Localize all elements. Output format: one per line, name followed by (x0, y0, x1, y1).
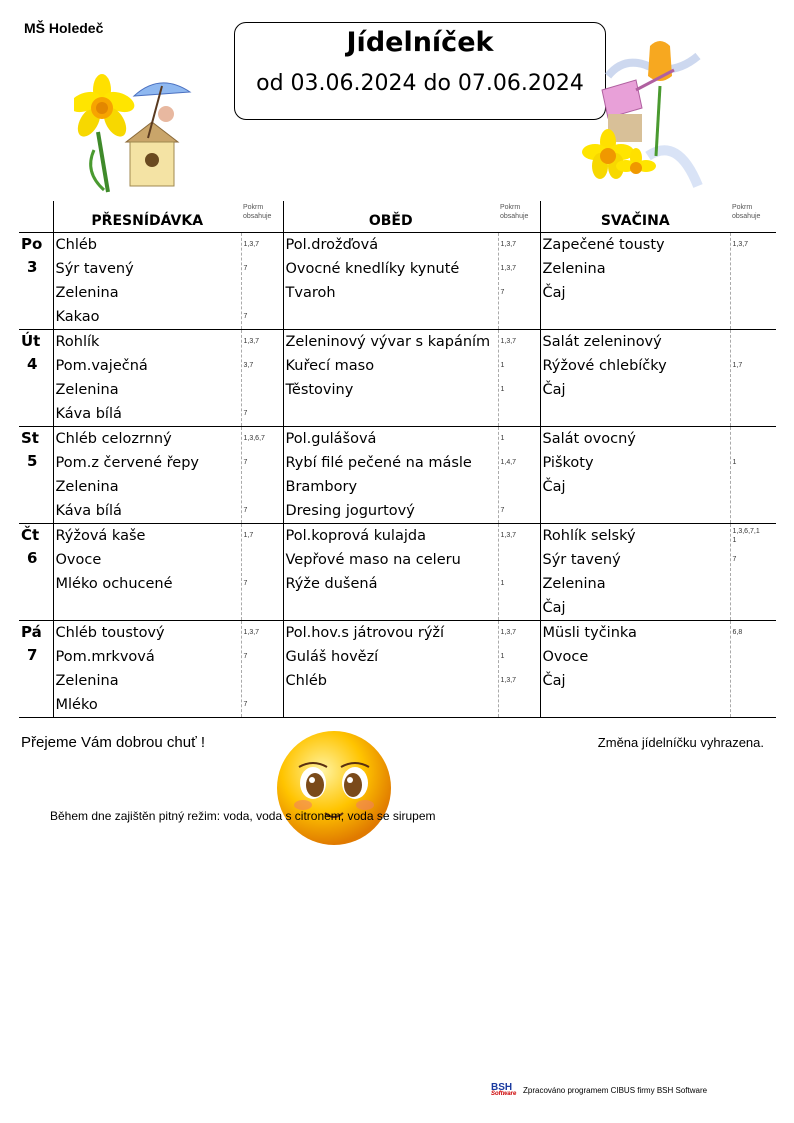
snack-allergens-cell (730, 621, 776, 718)
allergen-codes: 1 (500, 653, 505, 660)
allergen-codes: 1,3,7 (500, 265, 517, 272)
menu-item: Těstoviny (285, 382, 354, 398)
menu-item: Čaj (542, 285, 566, 301)
menu-item: Pom.z červené řepy (55, 455, 199, 471)
allergen-codes: 1,3,7 (243, 629, 260, 636)
lunch-allergens-cell (498, 233, 540, 330)
menu-item: Piškoty (542, 455, 594, 471)
menu-item: Ovoce (542, 649, 589, 665)
smiley-face-icon (273, 727, 395, 849)
allergen-codes (731, 427, 777, 451)
menu-table (19, 201, 776, 718)
menu-item: Zelenina (55, 479, 119, 495)
allergen-codes (731, 669, 777, 693)
menu-item (54, 596, 241, 620)
allergen-codes: 1,4,7 (500, 459, 517, 466)
allergen-label: obsahuje (732, 213, 761, 220)
snack-allergens-cell (730, 524, 776, 621)
menu-item (541, 499, 730, 523)
title-box (234, 22, 606, 120)
allergen-codes: 7 (243, 507, 248, 514)
menu-item: Sýr tavený (55, 261, 134, 277)
lunch-items-cell (283, 621, 498, 718)
day-cell (19, 621, 53, 718)
breakfast-items-cell (53, 524, 241, 621)
menu-item: Pol.hov.s játrovou rýží (285, 625, 445, 641)
day-number: 5 (27, 452, 38, 470)
menu-item: Zelenina (542, 261, 606, 277)
allergen-codes: 7 (243, 459, 248, 466)
day-row (19, 524, 776, 621)
allergen-label: obsahuje (500, 213, 529, 220)
menu-item (284, 596, 498, 620)
day-number: 3 (27, 258, 38, 276)
day-number: 4 (27, 355, 38, 373)
menu-item: Kakao (55, 309, 100, 325)
menu-item: Rohlík selský (542, 528, 636, 544)
menu-item: Rýže dušená (285, 576, 378, 592)
breakfast-items-cell (53, 330, 241, 427)
lunch-items-cell (283, 524, 498, 621)
header-allergens-breakfast (241, 201, 283, 233)
menu-item: Čaj (542, 673, 566, 689)
menu-item: Chléb celozrnný (55, 431, 172, 447)
allergen-label: Pokrm (732, 204, 753, 211)
breakfast-allergens-cell (241, 233, 283, 330)
menu-item: Salát ovocný (542, 431, 636, 447)
lunch-items-cell (283, 233, 498, 330)
menu-item: Sýr tavený (542, 552, 621, 568)
allergen-codes (731, 330, 777, 354)
menu-item: Rohlík (55, 334, 100, 350)
allergen-codes (242, 596, 283, 620)
allergen-codes: 1,3,7 (500, 677, 517, 684)
allergen-codes (731, 281, 777, 305)
change-note: Změna jídelníčku vyhrazena. (597, 735, 764, 750)
day-name: Po (21, 235, 43, 253)
menu-item: Pol.gulášová (285, 431, 377, 447)
table-header (19, 201, 776, 233)
allergen-codes: 1 (500, 580, 505, 587)
daffodil-birdhouse-umbrella-icon (74, 72, 198, 194)
menu-item: Brambory (285, 479, 358, 495)
allergen-codes: 7 (243, 580, 248, 587)
day-row (19, 233, 776, 330)
allergen-codes (731, 378, 777, 402)
allergen-codes: 1,7 (243, 532, 254, 539)
lunch-allergens-cell (498, 524, 540, 621)
snack-items-cell (540, 330, 730, 427)
lunch-allergens-cell (498, 330, 540, 427)
snack-items-cell (540, 524, 730, 621)
allergen-codes (242, 378, 283, 402)
allergen-codes (731, 596, 777, 620)
allergen-codes: 7 (500, 507, 505, 514)
page-title: Jídelníček (346, 27, 494, 58)
header-snack: SVAČINA (540, 201, 730, 233)
menu-item (541, 402, 730, 426)
day-cell (19, 427, 53, 524)
wish-text: Přejeme Vám dobrou chuť ! (21, 734, 206, 751)
menu-item: Chléb (285, 673, 327, 689)
day-name: Út (21, 332, 41, 350)
allergen-codes: 7 (243, 410, 248, 417)
allergen-label: Pokrm (243, 204, 264, 211)
allergen-codes: 1 (500, 386, 505, 393)
school-name: MŠ Holedeč (24, 20, 104, 36)
breakfast-items-cell (53, 427, 241, 524)
allergen-codes (242, 475, 283, 499)
snack-items-cell (540, 621, 730, 718)
watering-can-flowers-icon (578, 36, 722, 196)
allergen-codes (499, 693, 540, 717)
allergen-codes: 6,8 (732, 629, 743, 636)
snack-items-cell (540, 233, 730, 330)
allergen-codes (242, 281, 283, 305)
allergen-codes: 1,3,7 (500, 532, 517, 539)
menu-item: Tvaroh (285, 285, 336, 301)
allergen-codes (731, 572, 777, 596)
allergen-codes: 1,3,7 (500, 241, 517, 248)
allergen-codes (731, 645, 777, 669)
menu-item (541, 693, 730, 717)
snack-items-cell (540, 427, 730, 524)
header-allergens-lunch (498, 201, 540, 233)
menu-item: Ovocné knedlíky kynuté (285, 261, 460, 277)
allergen-codes: 7 (243, 653, 248, 660)
menu-item: Kuřecí maso (285, 358, 375, 374)
day-cell (19, 524, 53, 621)
allergen-codes (499, 305, 540, 329)
allergen-codes (242, 548, 283, 572)
allergen-codes: 1,3,7 (500, 338, 517, 345)
day-row (19, 427, 776, 524)
menu-item: Rybí filé pečené na másle (285, 455, 472, 471)
allergen-codes: 1 (500, 362, 505, 369)
day-name: Pá (21, 623, 42, 641)
bsh-logo (491, 1082, 516, 1097)
menu-item: Káva bílá (55, 503, 122, 519)
allergen-label: obsahuje (243, 213, 272, 220)
allergen-codes (731, 499, 777, 523)
allergen-codes (499, 475, 540, 499)
allergen-codes: 1,3,7 (500, 629, 517, 636)
menu-item: Zeleninový vývar s kapáním (285, 334, 491, 350)
breakfast-allergens-cell (241, 524, 283, 621)
day-row (19, 621, 776, 718)
lunch-items-cell (283, 330, 498, 427)
day-cell (19, 233, 53, 330)
menu-item: Müsli tyčinka (542, 625, 637, 641)
menu-item: Zelenina (55, 285, 119, 301)
allergen-codes: 7 (732, 556, 737, 563)
menu-item: Mléko ochucené (55, 576, 173, 592)
menu-item: Pol.koprová kulajda (285, 528, 426, 544)
menu-item: Dresing jogurtový (285, 503, 415, 519)
menu-item: Káva bílá (55, 406, 122, 422)
allergen-codes: 1,3,7 (732, 241, 749, 248)
allergen-codes: 1 (500, 435, 505, 442)
breakfast-items-cell (53, 233, 241, 330)
day-name: St (21, 429, 39, 447)
menu-item: Zelenina (55, 382, 119, 398)
allergen-codes: 1 (732, 459, 737, 466)
menu-item (284, 305, 498, 329)
menu-item (284, 402, 498, 426)
allergen-codes: 1,3,7 (243, 338, 260, 345)
allergen-codes: 7 (243, 265, 248, 272)
day-row (19, 330, 776, 427)
breakfast-items-cell (53, 621, 241, 718)
day-cell (19, 330, 53, 427)
allergen-codes (731, 693, 777, 717)
allergen-codes: 1,7 (732, 362, 743, 369)
header-allergens-snack (730, 201, 776, 233)
lunch-allergens-cell (498, 621, 540, 718)
menu-item: Mléko (55, 697, 98, 713)
menu-item: Zelenina (55, 673, 119, 689)
allergen-codes: 7 (243, 313, 248, 320)
allergen-codes (731, 402, 777, 426)
menu-item (284, 693, 498, 717)
footer-credit: Zpracováno programem CIBUS firmy BSH Software (523, 1086, 708, 1095)
day-number: 7 (27, 646, 38, 664)
menu-item: Pol.drožďová (285, 237, 379, 253)
menu-item: Zelenina (542, 576, 606, 592)
menu-item: Čaj (542, 600, 566, 616)
menu-item: Guláš hovězí (285, 649, 379, 665)
menu-item: Ovoce (55, 552, 102, 568)
menu-item: Rýžové chlebíčky (542, 358, 667, 374)
menu-item: Čaj (542, 479, 566, 495)
bsh-logo-subtext: Software (491, 1091, 517, 1097)
allergen-codes: 7 (243, 701, 248, 708)
snack-allergens-cell (730, 233, 776, 330)
menu-item: Zapečené tousty (542, 237, 665, 253)
breakfast-allergens-cell (241, 330, 283, 427)
allergen-codes (499, 402, 540, 426)
menu-item: Vepřové maso na celeru (285, 552, 461, 568)
allergen-codes: 1,3,6,7,1 1 (732, 528, 760, 544)
drinking-regime-note: Během dne zajištěn pitný režim: voda, voda s citronem, voda se sirupem (50, 809, 436, 823)
header-lunch: OBĚD (283, 201, 498, 233)
breakfast-allergens-cell (241, 621, 283, 718)
menu-item: Pom.vaječná (55, 358, 148, 374)
allergen-codes (731, 305, 777, 329)
allergen-codes (731, 257, 777, 281)
allergen-codes: 7 (500, 289, 505, 296)
breakfast-allergens-cell (241, 427, 283, 524)
lunch-allergens-cell (498, 427, 540, 524)
snack-allergens-cell (730, 330, 776, 427)
header-day-column (19, 201, 53, 233)
allergen-codes: 1,3,7 (243, 241, 260, 248)
allergen-label: Pokrm (500, 204, 521, 211)
allergen-codes: 3,7 (243, 362, 254, 369)
lunch-items-cell (283, 427, 498, 524)
menu-item: Rýžová kaše (55, 528, 146, 544)
snack-allergens-cell (730, 427, 776, 524)
menu-item: Salát zeleninový (542, 334, 662, 350)
day-name: Čt (21, 526, 40, 544)
day-number: 6 (27, 549, 38, 567)
menu-item: Chléb (55, 237, 97, 253)
allergen-codes: 1,3,6,7 (243, 435, 265, 442)
menu-item: Chléb toustový (55, 625, 165, 641)
menu-item: Čaj (542, 382, 566, 398)
menu-item: Pom.mrkvová (55, 649, 155, 665)
allergen-codes (499, 548, 540, 572)
bsh-logo-text: BSH (491, 1082, 513, 1093)
menu-item (541, 305, 730, 329)
allergen-codes (499, 596, 540, 620)
header-breakfast: PŘESNÍDÁVKA (53, 201, 241, 233)
allergen-codes (242, 669, 283, 693)
allergen-codes (731, 475, 777, 499)
date-range: od 03.06.2024 do 07.06.2024 (256, 71, 584, 96)
